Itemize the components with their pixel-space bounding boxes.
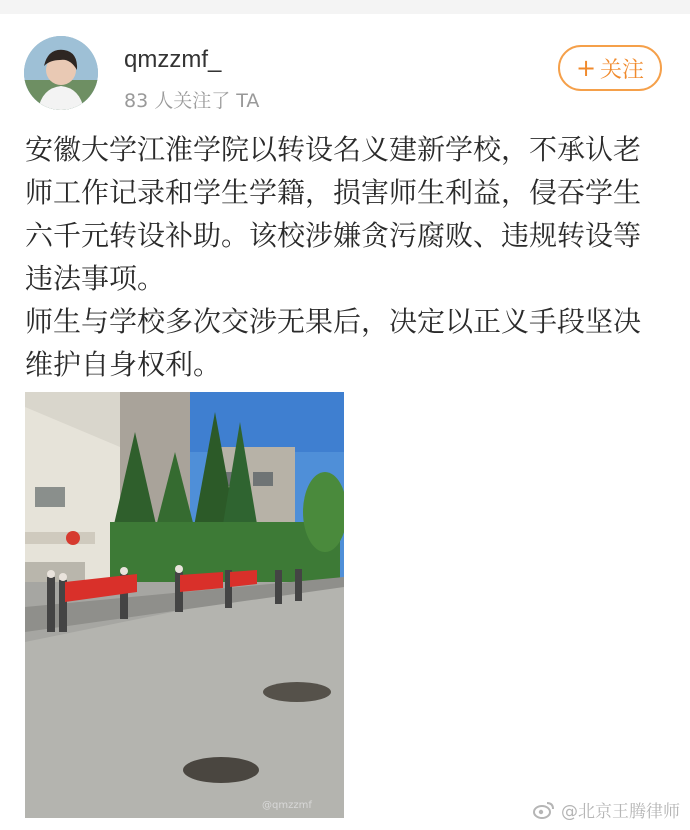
avatar-image xyxy=(24,36,98,110)
photo-watermark: @qmzzmf xyxy=(262,800,312,811)
follower-count: 83 人关注了 TA xyxy=(124,90,260,112)
protest-photo-illustration xyxy=(25,392,344,818)
post-line: 师生与学校多次交涉无果后，决定以正义手段坚决 xyxy=(25,305,642,338)
follow-button-label: 关注 xyxy=(600,57,645,83)
avatar[interactable] xyxy=(24,36,98,110)
post-text xyxy=(25,128,665,386)
watermark-text: @北京王腾律师 xyxy=(561,802,680,822)
top-status-strip xyxy=(0,0,690,14)
weibo-icon xyxy=(533,801,555,819)
post-line: 维护自身权利。 xyxy=(25,348,222,381)
post-line: 安徽大学江淮学院以转设名义建新学校，不承认老 xyxy=(25,133,642,166)
post-line: 六千元转设补助。该校涉嫌贪污腐败、违规转设等 xyxy=(25,219,642,252)
plus-icon: + xyxy=(575,54,597,82)
post-photo[interactable] xyxy=(25,392,344,818)
follow-button[interactable] xyxy=(558,45,662,91)
username[interactable]: qmzzmf_ xyxy=(124,46,222,73)
page-watermark xyxy=(533,797,680,822)
post-line: 违法事项。 xyxy=(25,262,166,295)
post-line: 师工作记录和学生学籍，损害师生利益，侵吞学生 xyxy=(25,176,642,209)
